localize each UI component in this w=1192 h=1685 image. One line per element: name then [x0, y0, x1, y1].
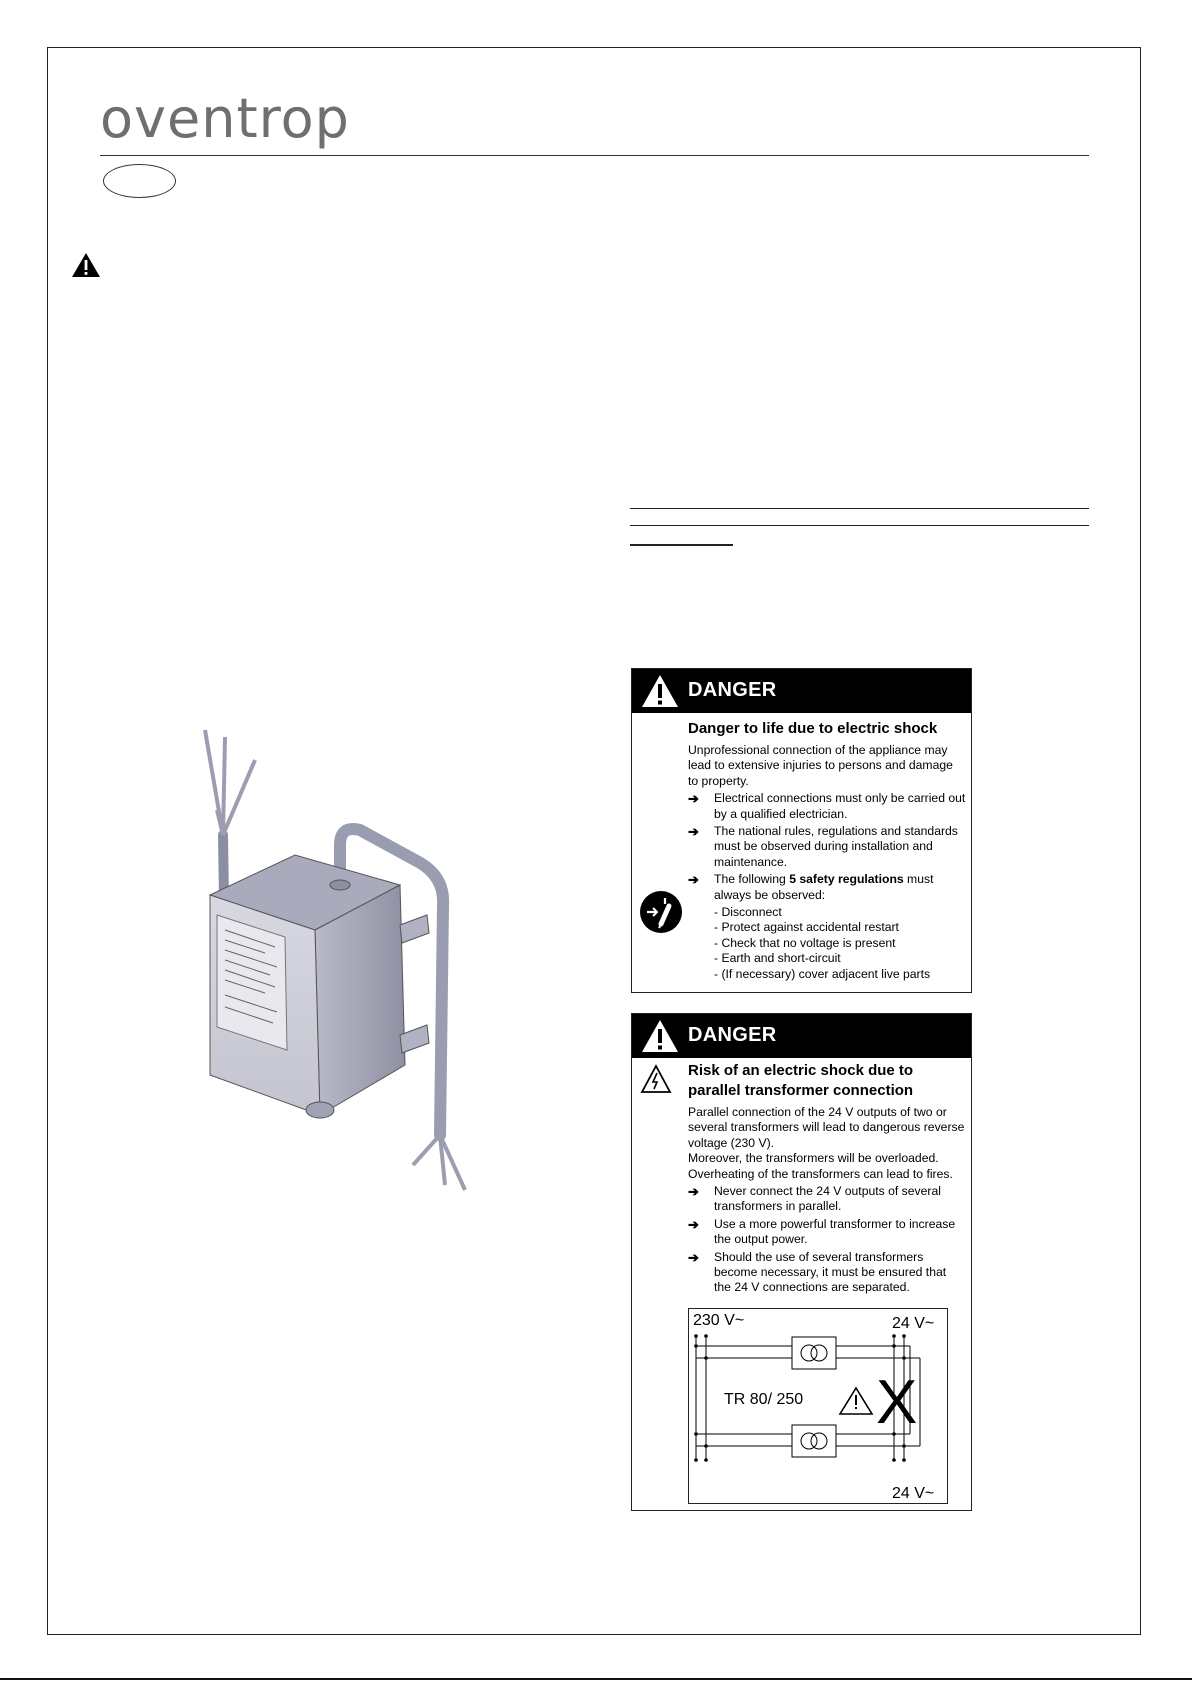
- safety-rule: - Earth and short-circuit: [714, 951, 841, 966]
- safety-rule: - (If necessary) cover adjacent live parts: [714, 966, 931, 981]
- danger-bullet: ➔ Electrical connections must only be carried out by a qualified electrician.: [688, 791, 966, 821]
- danger-box-electric-shock: [631, 668, 972, 993]
- section-rule: [630, 525, 1089, 526]
- danger-label: DANGER: [688, 679, 777, 701]
- not-allowed-cross: X: [876, 1368, 918, 1437]
- danger-intro: Unprofessional connection of the appliance may lead to extensive injuries to persons and damage to property.: [688, 743, 953, 788]
- danger-bullet: ➔ Never connect the 24 V outputs of several transformers in parallel.: [688, 1184, 941, 1214]
- danger-intro: Overheating of the transformers can lead to fires.: [688, 1166, 953, 1181]
- warning-triangle-icon: [71, 252, 101, 278]
- bottom-rule: [0, 1678, 1192, 1680]
- warning-triangle-icon: [640, 673, 680, 709]
- safety-rule: - Disconnect: [714, 905, 782, 920]
- danger-intro: Parallel connection of the 24 V outputs of two or several transformers will lead to dangerous reverse voltage (230 V).: [688, 1105, 965, 1150]
- section-rule: [630, 508, 1089, 509]
- danger-bullet: ➔ Use a more powerful transformer to increase the output power.: [688, 1216, 956, 1247]
- safety-rule: - Check that no voltage is present: [714, 935, 896, 950]
- danger-header: [632, 669, 971, 713]
- safety-rule: - Protect against accidental restart: [714, 920, 899, 935]
- language-badge: [103, 164, 176, 198]
- electric-hazard-icon: [640, 1064, 672, 1094]
- warning-triangle-icon: [640, 1018, 680, 1054]
- danger-body: [688, 743, 966, 982]
- brand-logo: oventrop: [100, 87, 350, 150]
- danger-bullet: ➔ The national rules, regulations and standards must be observed during installation and maintenance.: [688, 824, 958, 869]
- header-rule: [100, 155, 1089, 156]
- transformer-model-label: TR 80/ 250: [724, 1391, 804, 1408]
- output-voltage-top-label: 24 V~: [892, 1315, 935, 1332]
- danger-bullet: ➔ Should the use of several transformers become necessary, it must be ensured that the 24 V connections are separated.: [688, 1249, 947, 1295]
- output-voltage-bottom-label: 24 V~: [892, 1485, 935, 1502]
- disconnect-plug-icon: [639, 890, 683, 934]
- danger-label: DANGER: [688, 1024, 777, 1046]
- danger-box-parallel-connection: [631, 1013, 972, 1511]
- transformer-illustration: [195, 725, 485, 1195]
- input-voltage-label: 230 V~: [693, 1312, 745, 1329]
- danger-body: [688, 1105, 966, 1298]
- danger-bullet: ➔ The following 5 safety regulations must always be observed:: [688, 872, 934, 902]
- danger-intro: Moreover, the transformers will be overloaded.: [688, 1151, 939, 1166]
- parallel-connection-diagram: [688, 1308, 948, 1504]
- danger-title: Danger to life due to electric shock: [688, 720, 938, 737]
- section-heading-underline: [630, 544, 733, 546]
- danger-header: [632, 1014, 971, 1058]
- danger-title: Risk of an electric shock due to parallel transformer connection: [688, 1062, 914, 1099]
